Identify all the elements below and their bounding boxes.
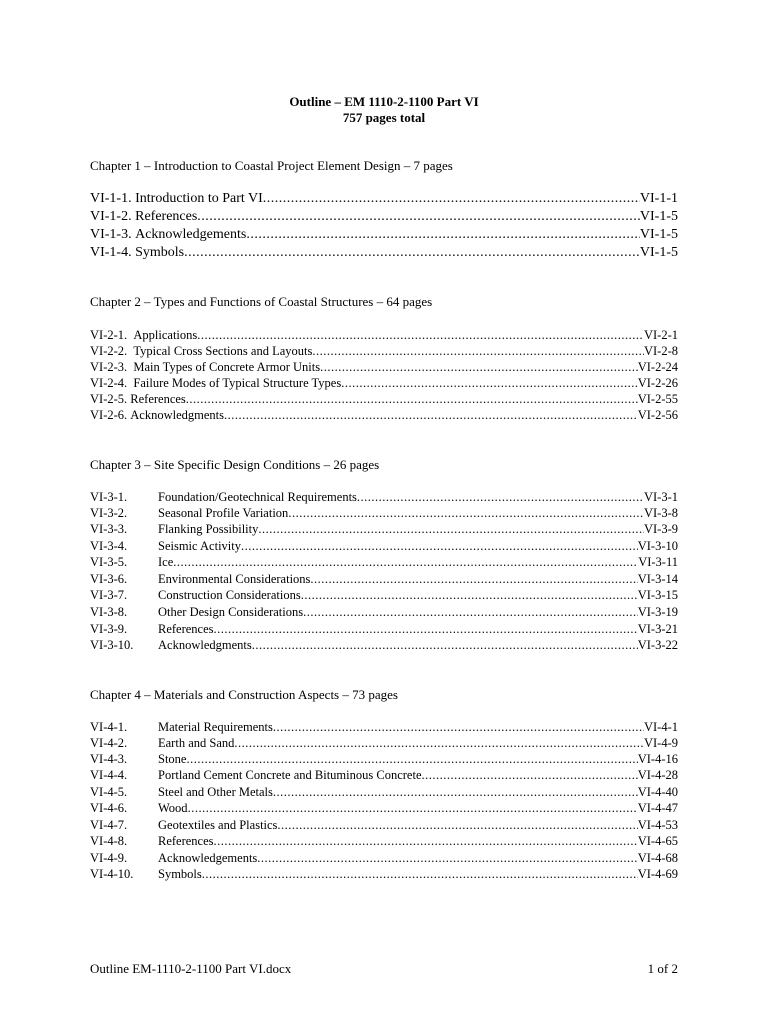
entry-label: Foundation/Geotechnical Requirements <box>158 490 357 504</box>
toc-entry <box>90 227 678 243</box>
dot-leader <box>173 555 638 570</box>
entry-number: VI-1-3. <box>90 227 132 242</box>
entry-label: Typical Cross Sections and Layouts <box>133 344 313 358</box>
chapter-heading: Chapter 1 – Introduction to Coastal Project Element Design – 7 pages <box>90 158 453 173</box>
entry-number: VI-1-2. <box>90 209 132 224</box>
dot-leader <box>288 506 644 521</box>
toc-entry <box>90 344 678 359</box>
entry-number: VI-4-6. <box>90 801 128 815</box>
dot-leader <box>258 522 644 537</box>
entry-number: VI-3-6. <box>90 572 128 586</box>
dot-leader <box>197 328 644 343</box>
entry-page: VI-3-1 <box>643 490 678 504</box>
entry-page: VI-3-19 <box>637 605 678 619</box>
dot-leader <box>202 867 638 882</box>
toc-entry <box>90 818 678 833</box>
toc-entry <box>90 555 678 570</box>
entry-page: VI-3-8 <box>643 506 678 520</box>
chapter-heading: Chapter 4 – Materials and Construction Aspects – 73 pages <box>90 687 398 702</box>
dot-leader <box>257 851 637 866</box>
toc-entry <box>90 834 678 849</box>
entry-number: VI-4-7. <box>90 818 128 832</box>
entry-label: Acknowledgements <box>158 851 258 865</box>
entry-label: References <box>130 392 186 406</box>
entry-label: Acknowledgments <box>158 638 252 652</box>
toc-entry <box>90 539 678 554</box>
entry-number: VI-2-4. <box>90 376 128 390</box>
entry-number: VI-3-2. <box>90 506 128 520</box>
entry-label: Symbols <box>135 245 185 260</box>
entry-label: References <box>135 209 198 224</box>
dot-leader <box>303 605 638 620</box>
chapter-heading: Chapter 3 – Site Specific Design Conditions – 26 pages <box>90 457 380 472</box>
entry-number: VI-1-4. <box>90 245 132 260</box>
toc-entry <box>90 522 678 537</box>
entry-page: VI-3-21 <box>637 622 678 636</box>
entry-page: VI-2-8 <box>643 344 678 358</box>
dot-leader <box>422 768 638 783</box>
entry-number: VI-2-6. <box>90 408 128 422</box>
dot-leader <box>263 191 640 207</box>
entry-label: References <box>158 834 214 848</box>
dot-leader <box>224 408 638 423</box>
entry-number: VI-3-7. <box>90 588 128 602</box>
dot-leader <box>357 490 644 505</box>
entry-page: VI-1-5 <box>639 227 678 242</box>
entry-label: Seismic Activity <box>158 539 241 553</box>
entry-number: VI-3-1. <box>90 490 128 504</box>
entry-number: VI-2-5. <box>90 392 128 406</box>
entry-number: VI-2-1. <box>90 328 128 342</box>
entry-page: VI-2-24 <box>637 360 678 374</box>
entry-page: VI-3-10 <box>637 539 678 553</box>
entry-label: Failure Modes of Typical Structure Types <box>133 376 342 390</box>
entry-number: VI-2-2. <box>90 344 128 358</box>
entry-label: Geotextiles and Plastics <box>158 818 278 832</box>
entry-label: Applications <box>133 328 198 342</box>
entry-label: Introduction to Part VI <box>135 191 263 206</box>
toc-entry <box>90 360 678 375</box>
toc-entry <box>90 752 678 767</box>
dot-leader <box>186 392 638 407</box>
entry-page: VI-3-9 <box>643 522 678 536</box>
toc-entry <box>90 392 678 407</box>
entry-number: VI-1-1. <box>90 191 132 206</box>
toc-entry <box>90 720 678 735</box>
entry-label: Other Design Considerations <box>158 605 304 619</box>
dot-leader <box>186 752 637 767</box>
entry-number: VI-2-3. <box>90 360 128 374</box>
entry-number: VI-3-5. <box>90 555 128 569</box>
entry-number: VI-3-10. <box>90 638 134 652</box>
entry-page: VI-4-65 <box>637 834 678 848</box>
toc-entry <box>90 801 678 816</box>
entry-number: VI-4-3. <box>90 752 128 766</box>
toc-entry <box>90 768 678 783</box>
entry-page: VI-4-1 <box>643 720 678 734</box>
entry-number: VI-4-2. <box>90 736 128 750</box>
entry-number: VI-3-3. <box>90 522 128 536</box>
entry-label: Symbols <box>158 867 202 881</box>
entry-page: VI-2-26 <box>637 376 678 390</box>
footer-filename: Outline EM-1110-2-1100 Part VI.docx <box>90 961 292 976</box>
dot-leader <box>277 818 637 833</box>
entry-page: VI-4-47 <box>637 801 678 815</box>
entry-label: Seasonal Profile Variation <box>158 506 289 520</box>
entry-number: VI-3-9. <box>90 622 128 636</box>
entry-page: VI-2-56 <box>637 408 678 422</box>
entry-page: VI-4-28 <box>637 768 678 782</box>
entry-number: VI-4-10. <box>90 867 134 881</box>
entry-label: Material Requirements <box>158 720 273 734</box>
entry-page: VI-3-14 <box>637 572 678 586</box>
entry-label: Earth and Sand <box>158 736 235 750</box>
dot-leader <box>273 720 644 735</box>
toc-entry <box>90 867 678 882</box>
entry-label: Ice <box>158 555 174 569</box>
dot-leader <box>197 209 640 225</box>
toc-entry <box>90 245 678 261</box>
dot-leader <box>246 227 640 243</box>
entry-label: Portland Cement Concrete and Bituminous Concrete <box>158 768 422 782</box>
entry-label: Wood <box>158 801 188 815</box>
dot-leader <box>273 785 638 800</box>
toc-entry <box>90 638 678 653</box>
dot-leader <box>184 245 640 261</box>
entry-label: Stone <box>158 752 187 766</box>
dot-leader <box>301 588 638 603</box>
toc-entry <box>90 506 678 521</box>
entry-number: VI-4-9. <box>90 851 128 865</box>
toc-entry <box>90 851 678 866</box>
dot-leader <box>312 344 644 359</box>
entry-page: VI-2-55 <box>637 392 678 406</box>
chapter-heading: Chapter 2 – Types and Functions of Coastal Structures – 64 pages <box>90 294 433 309</box>
dot-leader <box>341 376 638 391</box>
entry-page: VI-3-22 <box>637 638 678 652</box>
entry-page: VI-1-5 <box>639 209 678 224</box>
entry-page: VI-4-53 <box>637 818 678 832</box>
entry-page: VI-4-69 <box>637 867 678 881</box>
toc-entry <box>90 191 678 207</box>
toc-entry <box>90 736 678 751</box>
entry-label: Steel and Other Metals <box>158 785 273 799</box>
entry-number: VI-3-4. <box>90 539 128 553</box>
dot-leader <box>320 360 638 375</box>
entry-label: Main Types of Concrete Armor Units <box>133 360 321 374</box>
entry-page: VI-3-15 <box>637 588 678 602</box>
entry-label: Construction Considerations <box>158 588 301 602</box>
toc-entry <box>90 588 678 603</box>
dot-leader <box>252 638 638 653</box>
dot-leader <box>214 834 638 849</box>
toc-entry <box>90 408 678 423</box>
entry-label: Environmental Considerations <box>158 572 311 586</box>
dot-leader <box>234 736 644 751</box>
toc-entry <box>90 376 678 391</box>
toc-entry <box>90 572 678 587</box>
entry-number: VI-4-5. <box>90 785 128 799</box>
footer-page-number: 1 of 2 <box>647 961 678 976</box>
entry-page: VI-4-9 <box>643 736 678 750</box>
entry-page: VI-3-11 <box>638 555 678 569</box>
dot-leader <box>310 572 637 587</box>
toc-entry <box>90 605 678 620</box>
entry-number: VI-4-4. <box>90 768 128 782</box>
entry-page: VI-4-40 <box>637 785 678 799</box>
toc-entry <box>90 209 678 225</box>
entry-page: VI-1-5 <box>639 245 678 260</box>
entry-label: References <box>158 622 214 636</box>
entry-number: VI-4-8. <box>90 834 128 848</box>
entry-page: VI-1-1 <box>639 191 678 206</box>
dot-leader <box>214 622 638 637</box>
toc-entry <box>90 490 678 505</box>
document-subtitle: 757 pages total <box>342 110 426 125</box>
entry-page: VI-4-68 <box>637 851 678 865</box>
entry-page: VI-2-1 <box>643 328 678 342</box>
toc-entry <box>90 622 678 637</box>
entry-label: Acknowledgements <box>135 227 247 242</box>
entry-number: VI-4-1. <box>90 720 128 734</box>
entry-label: Flanking Possibility <box>158 522 259 536</box>
dot-leader <box>188 801 638 816</box>
toc-entry <box>90 328 678 343</box>
document-title: Outline – EM 1110-2-1100 Part VI <box>289 94 479 109</box>
dot-leader <box>241 539 638 554</box>
toc-entry <box>90 785 678 800</box>
entry-page: VI-4-16 <box>637 752 678 766</box>
entry-number: VI-3-8. <box>90 605 128 619</box>
entry-label: Acknowledgments <box>130 408 224 422</box>
